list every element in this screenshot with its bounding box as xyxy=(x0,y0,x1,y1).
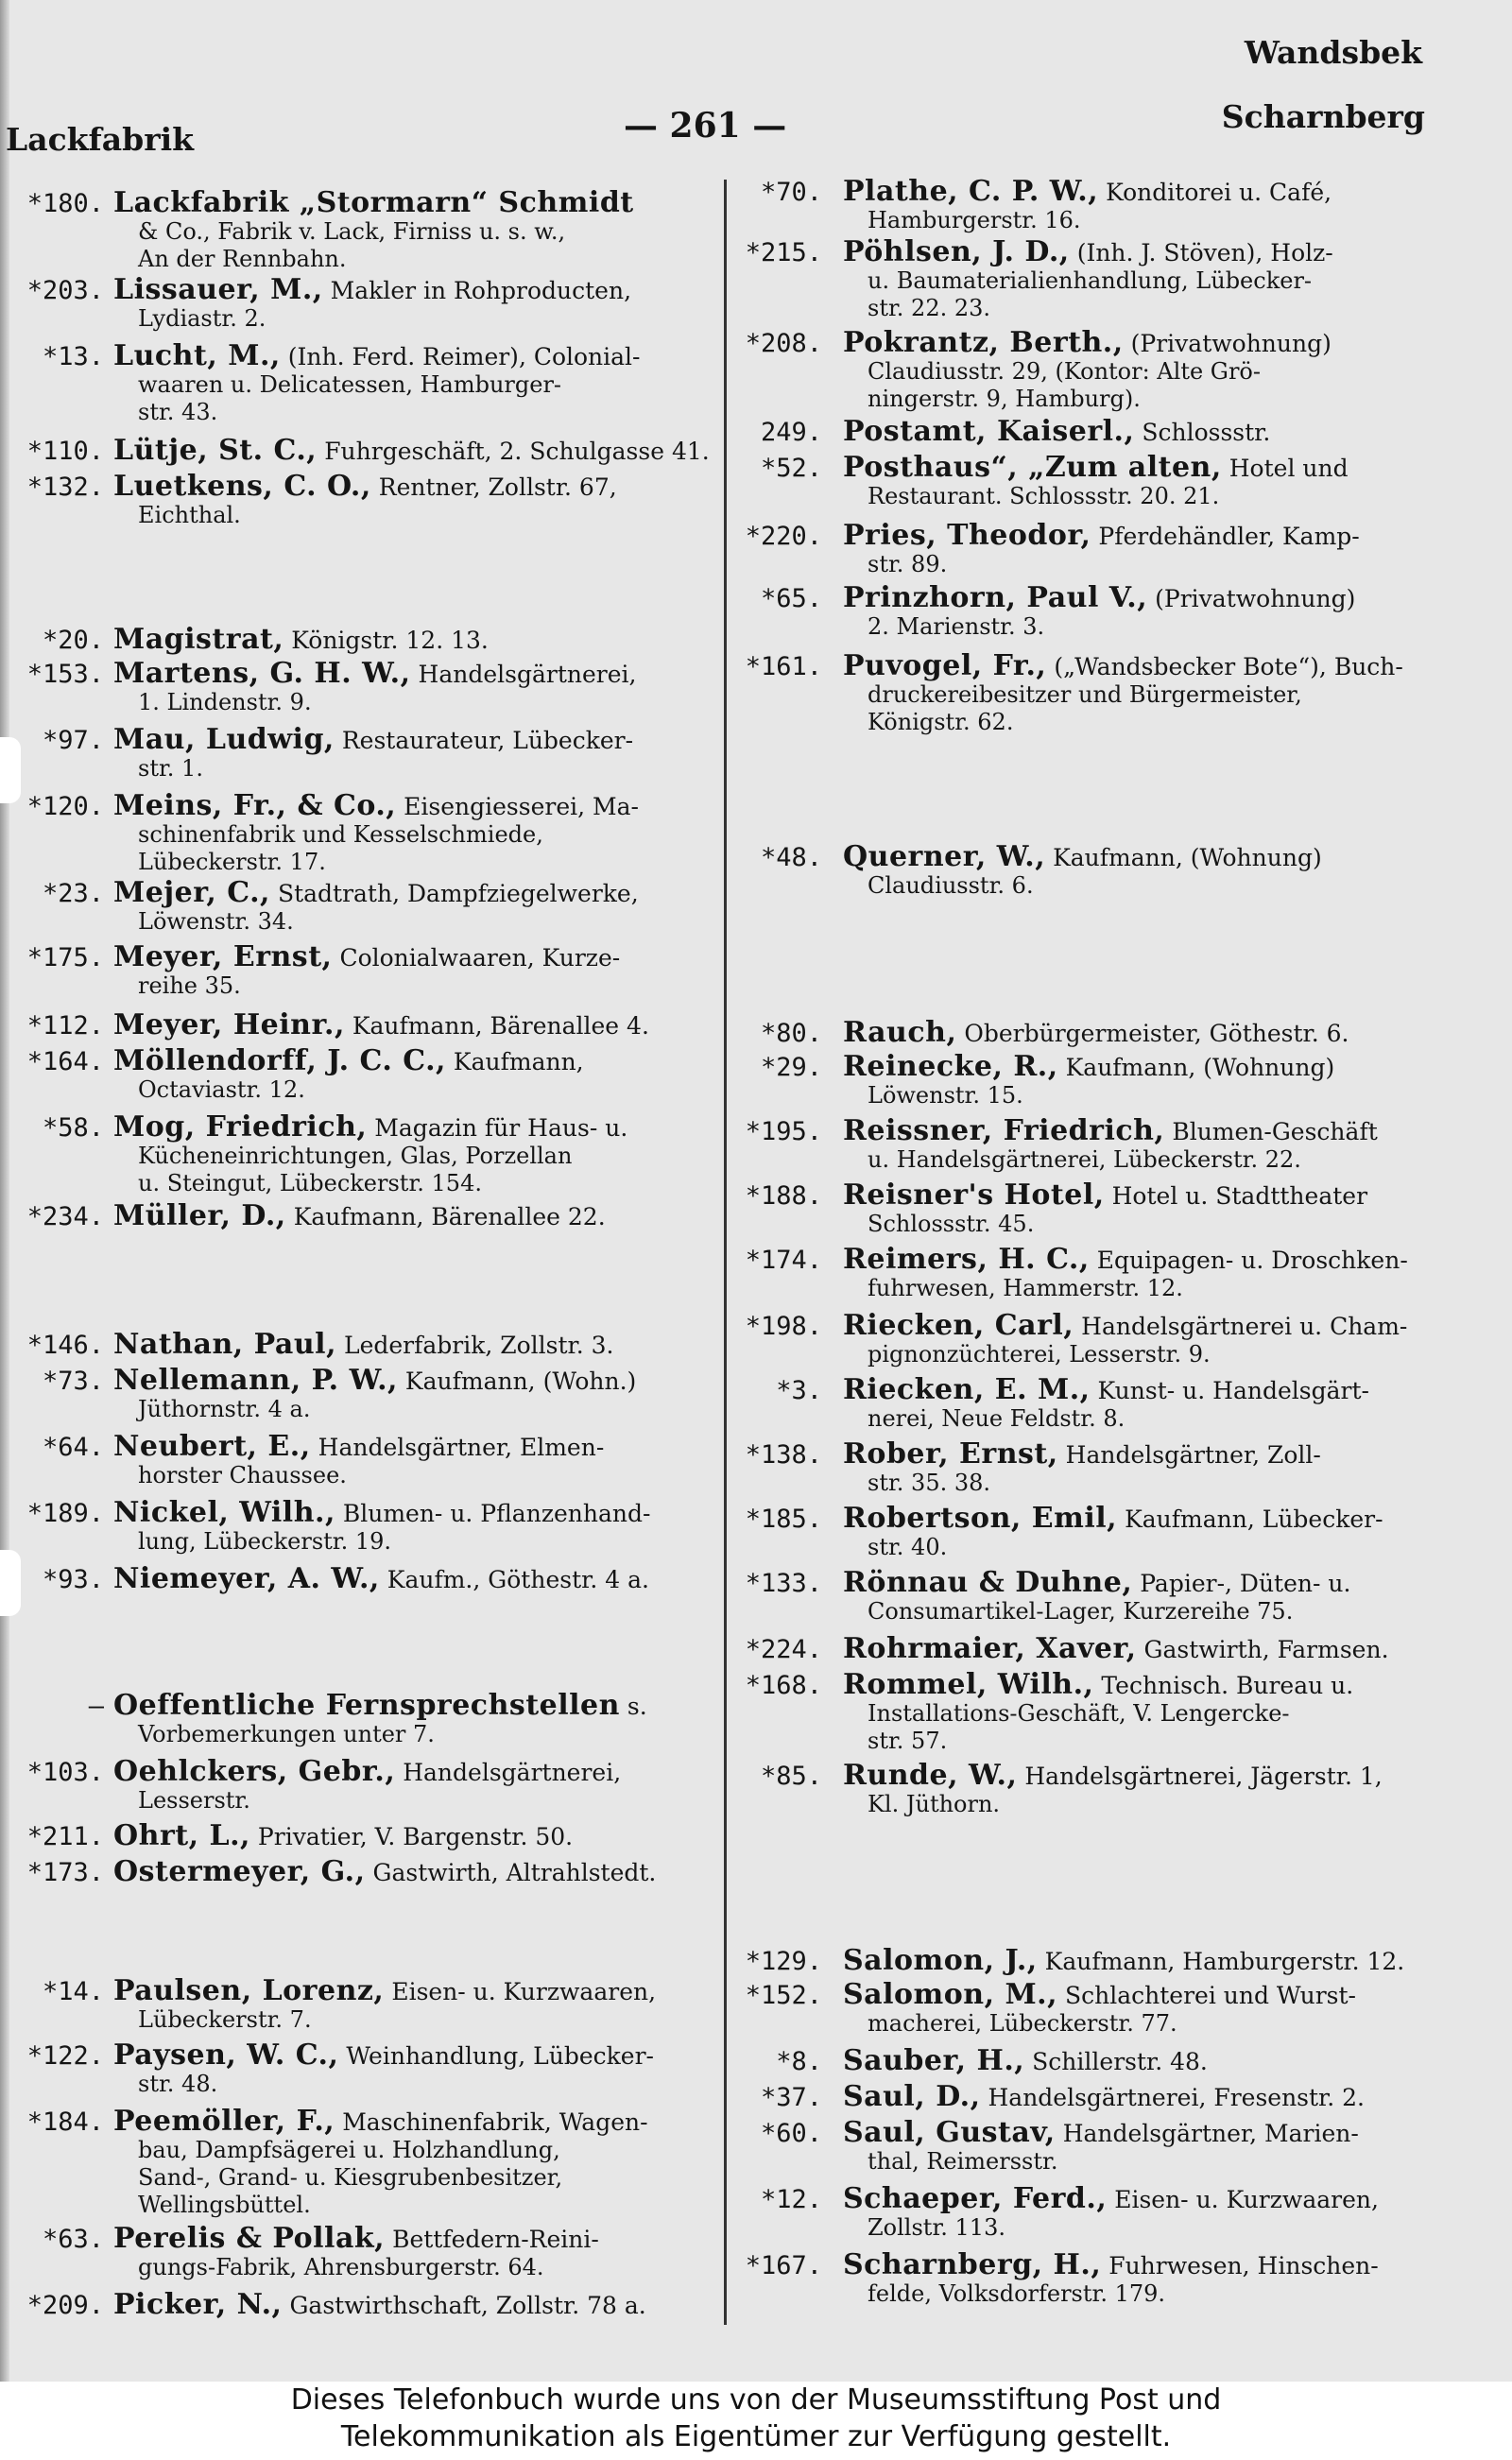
entry-continuation: u. Baumaterialienhandlung, Lübecker- xyxy=(868,267,1313,294)
entry-continuation: ningerstr. 9, Hamburg). xyxy=(868,386,1141,412)
footer-line-1: Dieses Telefonbuch wurde uns von der Museumsstiftung Post und xyxy=(290,2383,1222,2417)
entry-continuation: waaren u. Delicatessen, Hamburger- xyxy=(138,371,562,398)
entry-body xyxy=(113,1044,718,1104)
entry-body xyxy=(113,789,718,876)
subscriber-name: Rommel, Wilh., xyxy=(843,1668,1094,1701)
phone-number: 249. xyxy=(760,418,822,447)
entry-continuation: felde, Volksdorferstr. 179. xyxy=(868,2280,1166,2307)
subscriber-details: Hotel und xyxy=(1221,455,1349,482)
entry-continuation: Lesserstr. xyxy=(138,1787,250,1814)
phone-number: *60. xyxy=(760,2119,822,2148)
entry-body xyxy=(113,1855,718,1888)
entry-body xyxy=(843,2182,1486,2242)
phone-number: *173. xyxy=(26,1858,104,1887)
entry-body xyxy=(843,1373,1486,1433)
subscriber-details: Fuhrwesen, Hinschen- xyxy=(1101,2252,1379,2279)
subscriber-name: Paulsen, Lorenz, xyxy=(113,1974,385,2007)
subscriber-details: Blumen-Geschäft xyxy=(1164,1118,1378,1145)
phone-number: *184. xyxy=(26,2107,104,2137)
entry-continuation: 1. Lindenstr. 9. xyxy=(138,689,312,715)
entry-body xyxy=(843,415,1486,448)
subscriber-name: Martens, G. H. W., xyxy=(113,657,411,690)
phone-number: *85. xyxy=(760,1762,822,1791)
entry-body xyxy=(843,2080,1486,2113)
subscriber-details: Kaufmann, Lübecker- xyxy=(1117,1505,1383,1533)
subscriber-name: Saul, D., xyxy=(843,2080,981,2113)
entry-body xyxy=(113,2107,718,2219)
entry-body xyxy=(843,1668,1486,1755)
phone-number: *73. xyxy=(42,1367,104,1396)
phone-number: *195. xyxy=(745,1117,822,1146)
phone-number: *48. xyxy=(760,843,822,872)
subscriber-details: Oberbürgermeister, Göthestr. 6. xyxy=(956,1020,1349,1047)
subscriber-name: Postamt, Kaiserl., xyxy=(843,415,1135,448)
phone-number: *208. xyxy=(745,329,822,358)
subscriber-details: Kaufmann, xyxy=(445,1048,584,1075)
phone-number: *211. xyxy=(26,1822,104,1851)
entry-continuation: Lydiastr. 2. xyxy=(138,305,266,332)
entry-body xyxy=(843,2116,1486,2176)
entry-continuation: bau, Dampfsägerei u. Holzhandlung, xyxy=(138,2137,560,2163)
subscriber-name: Mejer, C., xyxy=(113,876,270,909)
subscriber-details: Eisen- u. Kurzwaaren, xyxy=(384,1978,657,2005)
entry-continuation: str. 48. xyxy=(138,2071,218,2097)
entry-body xyxy=(843,1050,1486,1110)
entry-continuation: Octaviastr. 12. xyxy=(138,1076,305,1103)
phone-number: *138. xyxy=(745,1440,822,1470)
phone-number: *93. xyxy=(42,1565,104,1594)
phone-number: *180. xyxy=(26,189,104,218)
subscriber-name: Schaeper, Ferd., xyxy=(843,2182,1108,2215)
subscriber-details: (Privatwohnung) xyxy=(1123,330,1332,357)
phone-number: *203. xyxy=(26,276,104,305)
subscriber-details: Papier-, Düten- u. xyxy=(1132,1570,1351,1597)
subscriber-name: Rauch, xyxy=(843,1016,957,1049)
subscriber-name: Paysen, W. C., xyxy=(113,2039,339,2072)
entry-body xyxy=(113,1364,718,1423)
phone-number: *161. xyxy=(745,652,822,681)
subscriber-name: Querner, W., xyxy=(843,840,1046,873)
entry-body xyxy=(843,1437,1486,1497)
subscriber-details: Stadtrath, Dampfziegelwerke, xyxy=(270,880,639,907)
phone-number: *146. xyxy=(26,1331,104,1360)
entry-continuation: Schlossstr. 45. xyxy=(868,1211,1035,1237)
phone-number: *164. xyxy=(26,1047,104,1076)
entry-body xyxy=(113,2288,718,2321)
phone-number: *80. xyxy=(760,1019,822,1048)
subscriber-name: Reimers, H. C., xyxy=(843,1243,1090,1276)
entry-continuation: str. 89. xyxy=(868,551,948,577)
entry-continuation: fuhrwesen, Hammerstr. 12. xyxy=(868,1275,1183,1301)
column-divider xyxy=(724,180,727,2325)
subscriber-name: Scharnberg, H., xyxy=(843,2248,1102,2281)
phone-number: *220. xyxy=(745,522,822,551)
subscriber-details: Makler in Rohproducten, xyxy=(322,277,632,304)
subscriber-details: Handelsgärtner, Elmen- xyxy=(310,1434,605,1461)
subscriber-details: Pferdehändler, Kamp- xyxy=(1091,523,1360,550)
entry-body xyxy=(843,581,1486,641)
subscriber-name: Neubert, E., xyxy=(113,1430,311,1463)
subscriber-details: Kaufmann, Bärenallee 22. xyxy=(285,1203,606,1230)
subscriber-name: Mau, Ludwig, xyxy=(113,723,335,756)
subscriber-name: Rönnau & Duhne, xyxy=(843,1566,1133,1599)
subscriber-name: Oeffentliche Fernsprechstellen xyxy=(113,1689,620,1722)
subscriber-name: Meyer, Ernst, xyxy=(113,940,333,973)
subscriber-details: Hotel u. Stadttheater xyxy=(1104,1182,1368,1210)
entry-body xyxy=(113,876,718,936)
footer-line-2: Telekommunikation als Eigentümer zur Verfügung gestellt. xyxy=(340,2420,1172,2453)
subscriber-details: Königstr. 12. 13. xyxy=(284,627,489,654)
subscriber-name: Pokrantz, Berth., xyxy=(843,326,1124,359)
subscriber-details: Kaufmann, (Wohnung) xyxy=(1057,1054,1335,1081)
entry-body xyxy=(113,1496,718,1556)
phone-number: *234. xyxy=(26,1202,104,1231)
subscriber-details: Handelsgärtnerei, xyxy=(410,661,637,688)
subscriber-details: Rentner, Zollstr. 67, xyxy=(370,473,617,501)
entry-body xyxy=(843,175,1486,234)
entry-continuation: Kl. Jüthorn. xyxy=(868,1791,1001,1817)
subscriber-details: Kaufm., Göthestr. 4 a. xyxy=(379,1566,649,1593)
subscriber-name: Plathe, C. P. W., xyxy=(843,175,1099,208)
entry-continuation: pignonzüchterei, Lesserstr. 9. xyxy=(868,1341,1211,1368)
entry-continuation: Eichthal. xyxy=(138,502,241,528)
entry-body xyxy=(113,1110,718,1197)
entry-body xyxy=(113,1562,718,1595)
entry-body xyxy=(843,840,1486,900)
entry-body xyxy=(843,1502,1486,1561)
entry-body xyxy=(843,2044,1486,2077)
entry-body xyxy=(843,1759,1486,1818)
subscriber-details: (Inh. Ferd. Reimer), Colonial- xyxy=(280,343,641,370)
subscriber-name: Pöhlsen, J. D., xyxy=(843,235,1070,268)
phone-number: *3. xyxy=(776,1376,822,1405)
phone-number: *103. xyxy=(26,1758,104,1787)
entry-body xyxy=(843,519,1486,578)
subscriber-details: Kunst- u. Handelsgärt- xyxy=(1090,1377,1369,1404)
subscriber-details: Equipagen- u. Droschken- xyxy=(1089,1247,1408,1274)
phone-number: *58. xyxy=(42,1113,104,1143)
subscriber-name: Riecken, E. M., xyxy=(843,1373,1091,1406)
subscriber-details: Eisen- u. Kurzwaaren, xyxy=(1107,2186,1379,2213)
entry-body xyxy=(843,1243,1486,1302)
subscriber-name: Sauber, H., xyxy=(843,2044,1025,2077)
entry-body xyxy=(843,649,1486,736)
entry-continuation: Vorbemerkungen unter 7. xyxy=(138,1721,435,1747)
phone-number: *120. xyxy=(26,792,104,821)
subscriber-name: Riecken, Carl, xyxy=(843,1309,1074,1342)
entry-continuation: 2. Marienstr. 3. xyxy=(868,613,1045,640)
entry-body xyxy=(113,186,718,273)
subscriber-name: Reisner's Hotel, xyxy=(843,1178,1105,1212)
entry-body xyxy=(113,1819,718,1852)
subscriber-name: Mog, Friedrich, xyxy=(113,1110,368,1144)
subscriber-details: Maschinenfabrik, Wagen- xyxy=(335,2108,648,2136)
subscriber-name: Runde, W., xyxy=(843,1759,1018,1792)
entry-body xyxy=(113,1689,718,1748)
entry-continuation: druckereibesitzer und Bürgermeister, xyxy=(868,681,1302,708)
entry-continuation: Claudiusstr. 29, (Kontor: Alte Grö- xyxy=(868,358,1261,385)
entry-continuation: u. Handelsgärtnerei, Lübeckerstr. 22. xyxy=(868,1146,1301,1173)
entry-continuation: schinenfabrik und Kesselschmiede, xyxy=(138,821,543,848)
subscriber-details: Magazin für Haus- u. xyxy=(367,1114,628,1142)
entry-body xyxy=(113,623,718,656)
entry-continuation: lung, Lübeckerstr. 19. xyxy=(138,1528,392,1555)
subscriber-name: Nickel, Wilh., xyxy=(113,1496,335,1529)
entry-continuation: Installations-Geschäft, V. Lengercke- xyxy=(868,1700,1290,1727)
subscriber-name: Puvogel, Fr., xyxy=(843,649,1047,682)
phone-number: *70. xyxy=(760,178,822,207)
entry-body xyxy=(113,1974,718,2034)
entry-continuation: str. 57. xyxy=(868,1728,948,1754)
subscriber-details: Colonialwaaren, Kurze- xyxy=(332,944,621,972)
phone-number: *112. xyxy=(26,1011,104,1041)
phone-number: *132. xyxy=(26,473,104,502)
entry-body xyxy=(113,339,718,426)
subscriber-name: Robertson, Emil, xyxy=(843,1502,1118,1535)
phone-number: *8. xyxy=(776,2047,822,2076)
entry-body xyxy=(113,2041,718,2098)
entry-continuation: str. 43. xyxy=(138,399,218,425)
subscriber-name: Meyer, Heinr., xyxy=(113,1008,345,1041)
phone-number: *152. xyxy=(745,1981,822,2010)
subscriber-details: Gastwirthschaft, Zollstr. 78 a. xyxy=(282,2292,646,2319)
entry-body xyxy=(113,1755,718,1815)
entry-continuation: reihe 35. xyxy=(138,972,241,999)
phone-number: *12. xyxy=(760,2185,822,2214)
entry-continuation: Lübeckerstr. 17. xyxy=(138,849,326,875)
entry-body xyxy=(843,1178,1486,1238)
subscriber-name: Lucht, M., xyxy=(113,339,281,372)
entry-body xyxy=(843,2248,1486,2308)
subscriber-name: Niemeyer, A. W., xyxy=(113,1562,380,1595)
entry-body xyxy=(113,657,718,716)
subscriber-name: Peemöller, F., xyxy=(113,2105,335,2138)
subscriber-details: Restaurateur, Lübecker- xyxy=(334,727,634,754)
header-right-town: Wandsbek xyxy=(1244,34,1422,71)
subscriber-details: Konditorei u. Café, xyxy=(1098,179,1332,206)
phone-number: *64. xyxy=(42,1433,104,1462)
phone-number: *185. xyxy=(745,1505,822,1534)
phone-number: *167. xyxy=(745,2251,822,2280)
subscriber-name: Lissauer, M., xyxy=(113,273,323,306)
entry-body xyxy=(113,434,718,467)
entry-body xyxy=(843,1978,1486,2038)
subscriber-details: Schlachterei und Wurst- xyxy=(1057,1982,1356,2009)
phone-number: *189. xyxy=(26,1499,104,1528)
subscriber-name: Perelis & Pollak, xyxy=(113,2222,386,2255)
entry-continuation: Kücheneinrichtungen, Glas, Porzellan xyxy=(138,1143,573,1169)
entry-continuation: & Co., Fabrik v. Lack, Firniss u. s. w., xyxy=(138,218,566,245)
subscriber-details: Handelsgärtner, Zoll- xyxy=(1057,1441,1321,1469)
subscriber-name: Luetkens, C. O., xyxy=(113,470,371,503)
entry-continuation: gungs-Fabrik, Ahrensburgerstr. 64. xyxy=(138,2254,544,2280)
entry-body xyxy=(113,470,718,529)
subscriber-details: Bettfedern-Reini- xyxy=(385,2226,599,2253)
subscriber-details: Handelsgärtner, Marien- xyxy=(1055,2120,1359,2147)
phone-number: *63. xyxy=(42,2225,104,2254)
phone-number: *209. xyxy=(26,2291,104,2320)
phone-number: *29. xyxy=(760,1053,822,1082)
entry-body xyxy=(843,1114,1486,1174)
subscriber-details: Kaufmann, (Wohn.) xyxy=(397,1368,637,1395)
entry-body xyxy=(113,1008,718,1041)
entry-continuation: Zollstr. 113. xyxy=(868,2214,1005,2241)
entry-continuation: Königstr. 62. xyxy=(868,709,1014,735)
subscriber-details: Blumen- u. Pflanzenhand- xyxy=(335,1500,651,1527)
entry-continuation: Consumartikel-Lager, Kurzereihe 75. xyxy=(868,1598,1294,1625)
subscriber-name: Saul, Gustav, xyxy=(843,2116,1056,2149)
entry-body xyxy=(843,326,1486,413)
subscriber-name: Posthaus“, „Zum alten, xyxy=(843,451,1222,484)
entry-body xyxy=(843,1944,1486,1977)
entry-body xyxy=(113,273,718,333)
entry-continuation: Hamburgerstr. 16. xyxy=(868,207,1081,233)
subscriber-name: Oehlckers, Gebr., xyxy=(113,1755,396,1788)
subscriber-details: Handelsgärtnerei, Fresenstr. 2. xyxy=(980,2084,1366,2111)
phone-number: *97. xyxy=(42,726,104,755)
phone-number: *37. xyxy=(760,2083,822,2112)
phone-number: *20. xyxy=(42,626,104,655)
subscriber-details: Gastwirth, Farmsen. xyxy=(1136,1636,1389,1663)
entry-body xyxy=(843,1632,1486,1665)
subscriber-name: Nellemann, P. W., xyxy=(113,1364,398,1397)
subscriber-details: Handelsgärtnerei, Jägerstr. 1, xyxy=(1017,1763,1383,1790)
subscriber-name: Ostermeyer, G., xyxy=(113,1855,366,1888)
entry-continuation: nerei, Neue Feldstr. 8. xyxy=(868,1405,1125,1432)
entry-continuation: Jüthornstr. 4 a. xyxy=(138,1396,311,1422)
subscriber-details: s. xyxy=(619,1693,647,1720)
phone-number: *133. xyxy=(745,1569,822,1598)
subscriber-details: Fuhrgeschäft, 2. Schulgasse 41. xyxy=(317,438,710,465)
subscriber-details: Privatier, V. Bargenstr. 50. xyxy=(249,1823,574,1850)
entry-continuation: Claudiusstr. 6. xyxy=(868,872,1034,899)
phone-number: *65. xyxy=(760,584,822,613)
entry-continuation: Sand-, Grand- u. Kiesgrubenbesitzer, xyxy=(138,2164,563,2191)
entry-body xyxy=(843,1566,1486,1626)
subscriber-name: Reinecke, R., xyxy=(843,1050,1058,1083)
subscriber-details: (Privatwohnung) xyxy=(1147,585,1356,612)
entry-continuation: Wellingsbüttel. xyxy=(138,2192,311,2218)
phone-number: *168. xyxy=(745,1671,822,1700)
entry-continuation: str. 40. xyxy=(868,1534,948,1560)
entry-continuation: macherei, Lübeckerstr. 77. xyxy=(868,2010,1177,2037)
subscriber-details: Kaufmann, Bärenallee 4. xyxy=(344,1012,649,1040)
subscriber-details: Eisengiesserei, Ma- xyxy=(396,793,639,820)
subscriber-name: Ohrt, L., xyxy=(113,1819,250,1852)
phone-number: *198. xyxy=(745,1312,822,1341)
entry-continuation: An der Rennbahn. xyxy=(138,246,347,272)
entry-body xyxy=(843,1309,1486,1368)
entry-body xyxy=(843,235,1486,322)
phone-number: *129. xyxy=(745,1947,822,1976)
subscriber-name: Meins, Fr., & Co., xyxy=(113,789,397,822)
entry-continuation: str. 22. 23. xyxy=(868,295,991,321)
phone-number: *52. xyxy=(760,454,822,483)
subscriber-name: Prinzhorn, Paul V., xyxy=(843,581,1148,614)
entry-continuation: str. 1. xyxy=(138,755,203,782)
subscriber-details: Weinhandlung, Lübecker- xyxy=(338,2042,654,2070)
subscriber-name: Salomon, M., xyxy=(843,1978,1058,2011)
entry-continuation: str. 35. 38. xyxy=(868,1470,991,1496)
subscriber-name: Rober, Ernst, xyxy=(843,1437,1058,1471)
entry-continuation: Löwenstr. 34. xyxy=(138,908,294,935)
entry-body xyxy=(843,451,1486,510)
subscriber-name: Picker, N., xyxy=(113,2288,283,2321)
header-right-keyword: Scharnberg xyxy=(1221,98,1425,135)
phone-number: *175. xyxy=(26,943,104,972)
subscriber-details: Gastwirth, Altrahlstedt. xyxy=(365,1859,657,1886)
subscriber-name: Nathan, Paul, xyxy=(113,1328,337,1361)
phone-number: *122. xyxy=(26,2041,104,2071)
subscriber-name: Salomon, J., xyxy=(843,1944,1038,1977)
subscriber-name: Lütje, St. C., xyxy=(113,434,318,467)
entry-continuation: Restaurant. Schlossstr. 20. 21. xyxy=(868,483,1220,509)
entry-continuation: u. Steingut, Lübeckerstr. 154. xyxy=(138,1170,482,1196)
phone-number: *215. xyxy=(745,238,822,267)
subscriber-details: Kaufmann, (Wohnung) xyxy=(1045,844,1322,871)
phone-number: *14. xyxy=(42,1977,104,2006)
entry-body xyxy=(113,940,718,1000)
entry-continuation: Löwenstr. 15. xyxy=(868,1082,1023,1109)
entry-body xyxy=(113,1328,718,1361)
phone-number: *188. xyxy=(745,1181,822,1211)
subscriber-name: Rohrmaier, Xaver, xyxy=(843,1632,1137,1665)
subscriber-details: (Inh. J. Stöven), Holz- xyxy=(1069,239,1333,267)
entry-body xyxy=(113,1199,718,1232)
phone-number: *13. xyxy=(42,342,104,371)
entry-body xyxy=(113,2222,718,2281)
subscriber-name: Magistrat, xyxy=(113,623,284,656)
subscriber-name: Müller, D., xyxy=(113,1199,286,1232)
subscriber-name: Pries, Theodor, xyxy=(843,519,1091,552)
phone-number: *224. xyxy=(745,1635,822,1664)
phone-number: *23. xyxy=(42,879,104,908)
subscriber-name: Reissner, Friedrich, xyxy=(843,1114,1165,1147)
subscriber-details: („Wandsbecker Bote“), Buch- xyxy=(1046,653,1403,680)
phone-number: *174. xyxy=(745,1246,822,1275)
entry-body xyxy=(113,1430,718,1489)
entry-continuation: horster Chaussee. xyxy=(138,1462,347,1488)
entry-body xyxy=(843,1016,1486,1049)
subscriber-details: Technisch. Bureau u. xyxy=(1093,1672,1354,1699)
subscriber-name: Lackfabrik „Stormarn“ Schmidt xyxy=(113,186,634,219)
subscriber-details: Lederfabrik, Zollstr. 3. xyxy=(336,1332,614,1359)
phone-number: *153. xyxy=(26,660,104,689)
subscriber-details: Schillerstr. 48. xyxy=(1024,2048,1208,2075)
phone-number: *110. xyxy=(26,437,104,466)
subscriber-name: Möllendorff, J. C. C., xyxy=(113,1044,446,1077)
subscriber-details: Handelsgärtnerei, xyxy=(395,1759,622,1786)
subscriber-details: Schlossstr. xyxy=(1134,419,1271,446)
entry-body xyxy=(113,723,718,783)
phone-number: — xyxy=(88,1692,104,1721)
footer-notice xyxy=(0,2382,1512,2460)
subscriber-details: Kaufmann, Hamburgerstr. 12. xyxy=(1037,1948,1405,1975)
page-number: — 261 — xyxy=(624,106,787,146)
header-left-keyword: Lackfabrik xyxy=(6,121,194,158)
subscriber-details: Handelsgärtnerei u. Cham- xyxy=(1074,1313,1408,1340)
entry-continuation: thal, Reimersstr. xyxy=(868,2148,1058,2175)
entry-continuation: Lübeckerstr. 7. xyxy=(138,2006,312,2033)
